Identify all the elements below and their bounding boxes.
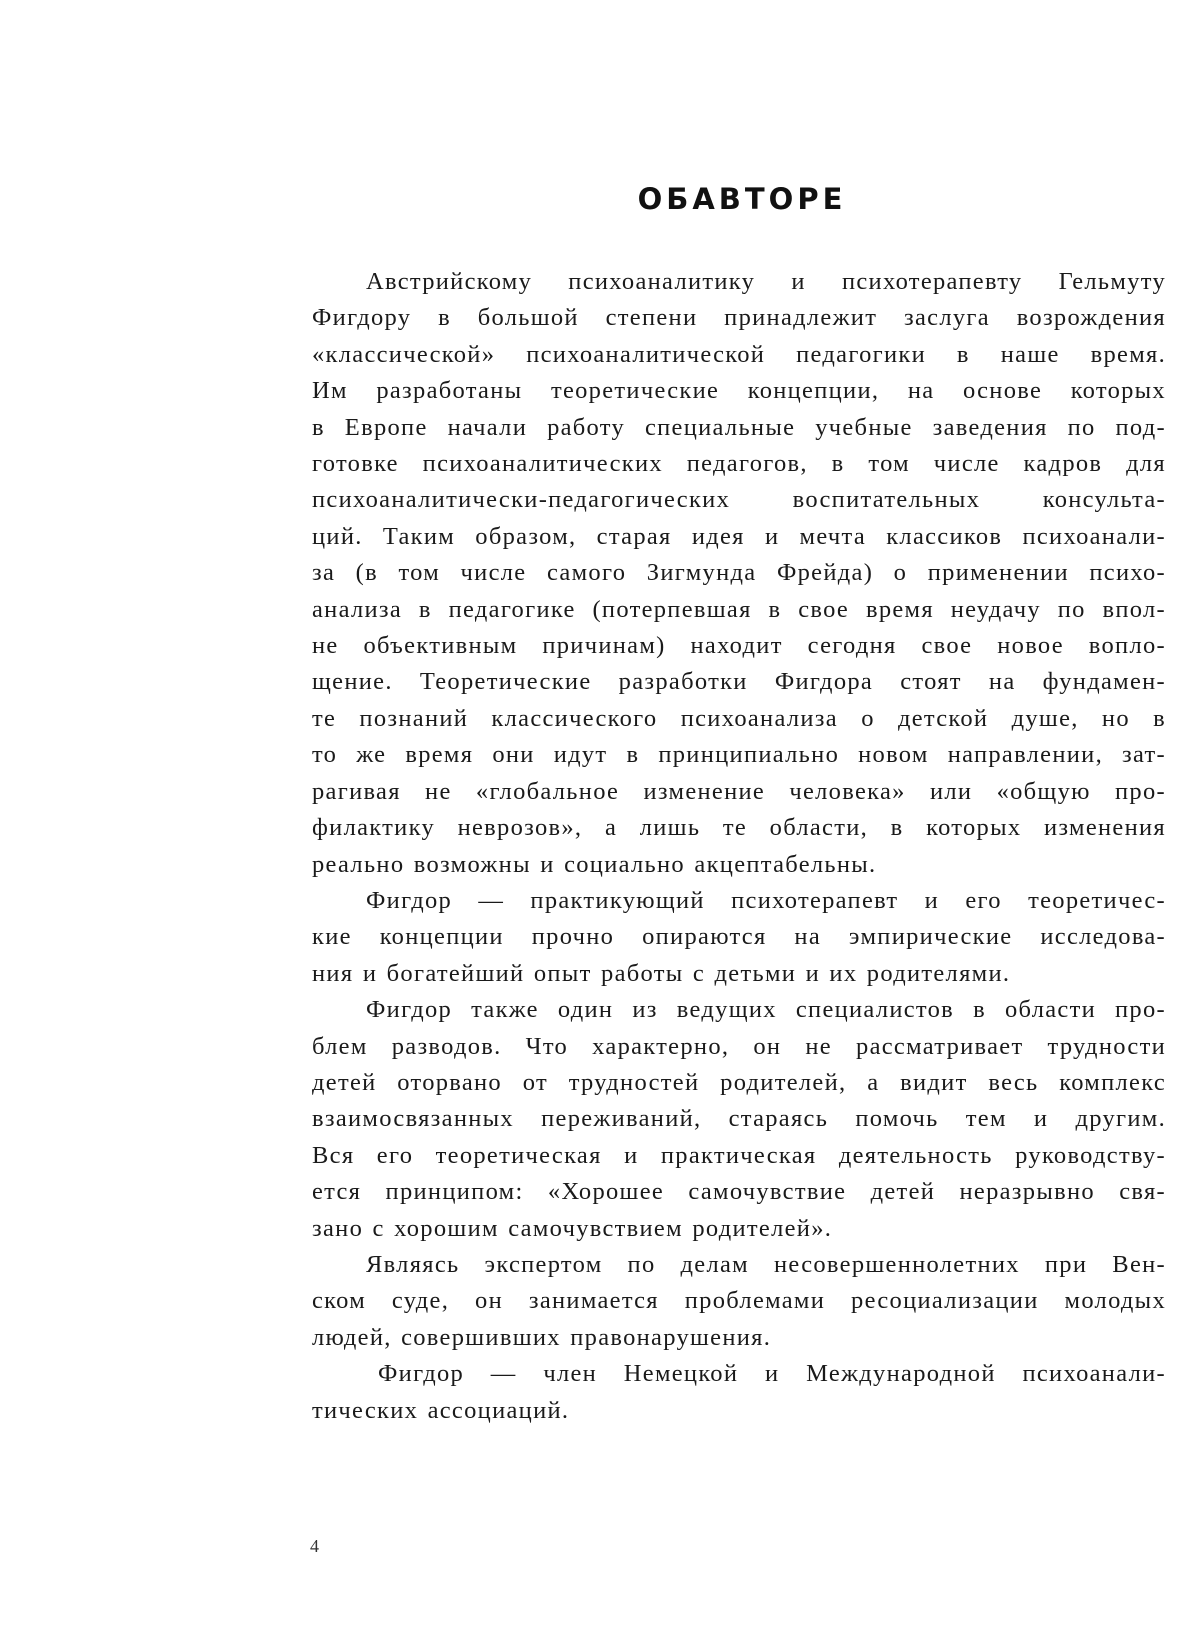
text-line: Вся его теоретическая и практическая деятельность руководству- <box>312 1141 1166 1169</box>
text-line: Являясь экспертом по делам несовершеннолетних при Вен- <box>366 1250 1166 1278</box>
text-line: ском суде, он занимается проблемами ресоциализации молодых <box>312 1287 1166 1315</box>
text-line: Фигдору в большой степени принадлежит заслуга возрождения <box>312 304 1166 332</box>
text-line: за (в том числе самого Зигмунда Фрейда) о применении психо- <box>312 559 1166 587</box>
text-line: Фигдор также один из ведущих специалистов в области про- <box>366 996 1166 1024</box>
text-line: взаимосвязанных переживаний, стараясь помочь тем и другим. <box>312 1105 1166 1133</box>
text-line: блем разводов. Что характерно, он не рассматривает трудности <box>312 1032 1166 1060</box>
text-line: ния и богатейший опыт работы с детьми и их родителями. <box>312 959 1011 987</box>
text-line: тических ассоциаций. <box>312 1396 570 1424</box>
text-line: анализа в педагогике (потерпевшая в свое время неудачу по впол- <box>312 595 1166 623</box>
text-line: Австрийскому психоаналитику и психотерапевту Гельмуту <box>366 268 1166 295</box>
text-line: не объективным причинам) находит сегодня свое новое вопло- <box>312 632 1166 660</box>
page-number: 4 <box>310 1536 319 1556</box>
text-line: ется принципом: «Хорошее самочувствие детей неразрывно свя- <box>312 1178 1166 1206</box>
text-line: рагивая не «глобальное изменение человека» или «общую про- <box>312 777 1166 805</box>
text-line: в Европе начали работу специальные учебные заведения по под- <box>312 413 1166 441</box>
chapter-title: ОБАВТОРЕ <box>637 182 847 216</box>
text-line: реально возможны и социально акцептабельны. <box>312 850 877 878</box>
text-line: Фигдор — член Немецкой и Международной психоанали- <box>378 1360 1166 1388</box>
text-line: «классической» психоаналитической педагогики в наше время. <box>312 340 1166 368</box>
text-line: психоаналитически-педагогических воспитательных консульта- <box>312 486 1166 514</box>
text-line: щение. Теоретические разработки Фигдора стоят на фундамен- <box>312 668 1166 696</box>
text-line: готовке психоаналитических педагогов, в том числе кадров для <box>312 450 1166 478</box>
text-line: Им разработаны теоретические концепции, на основе которых <box>312 377 1166 405</box>
text-line: кие концепции прочно опираются на эмпирические исследова- <box>312 923 1166 951</box>
text-line: ций. Таким образом, старая идея и мечта классиков психоанали- <box>312 522 1166 550</box>
text-line: те познаний классического психоанализа о детской душе, но в <box>312 704 1166 732</box>
text-line: зано с хорошим самочувствием родителей». <box>312 1214 833 1242</box>
text-line: людей, совершивших правонарушения. <box>312 1323 772 1351</box>
text-line: детей оторвано от трудностей родителей, а видит весь комплекс <box>312 1068 1166 1096</box>
text-line: то же время они идут в принципиально новом направлении, зат- <box>312 741 1166 769</box>
text-line: Фигдор — практикующий психотерапевт и его теоретичес- <box>366 886 1166 914</box>
text-line: филактику неврозов», а лишь те области, в которых изменения <box>312 814 1166 842</box>
body-text <box>312 264 1166 1429</box>
